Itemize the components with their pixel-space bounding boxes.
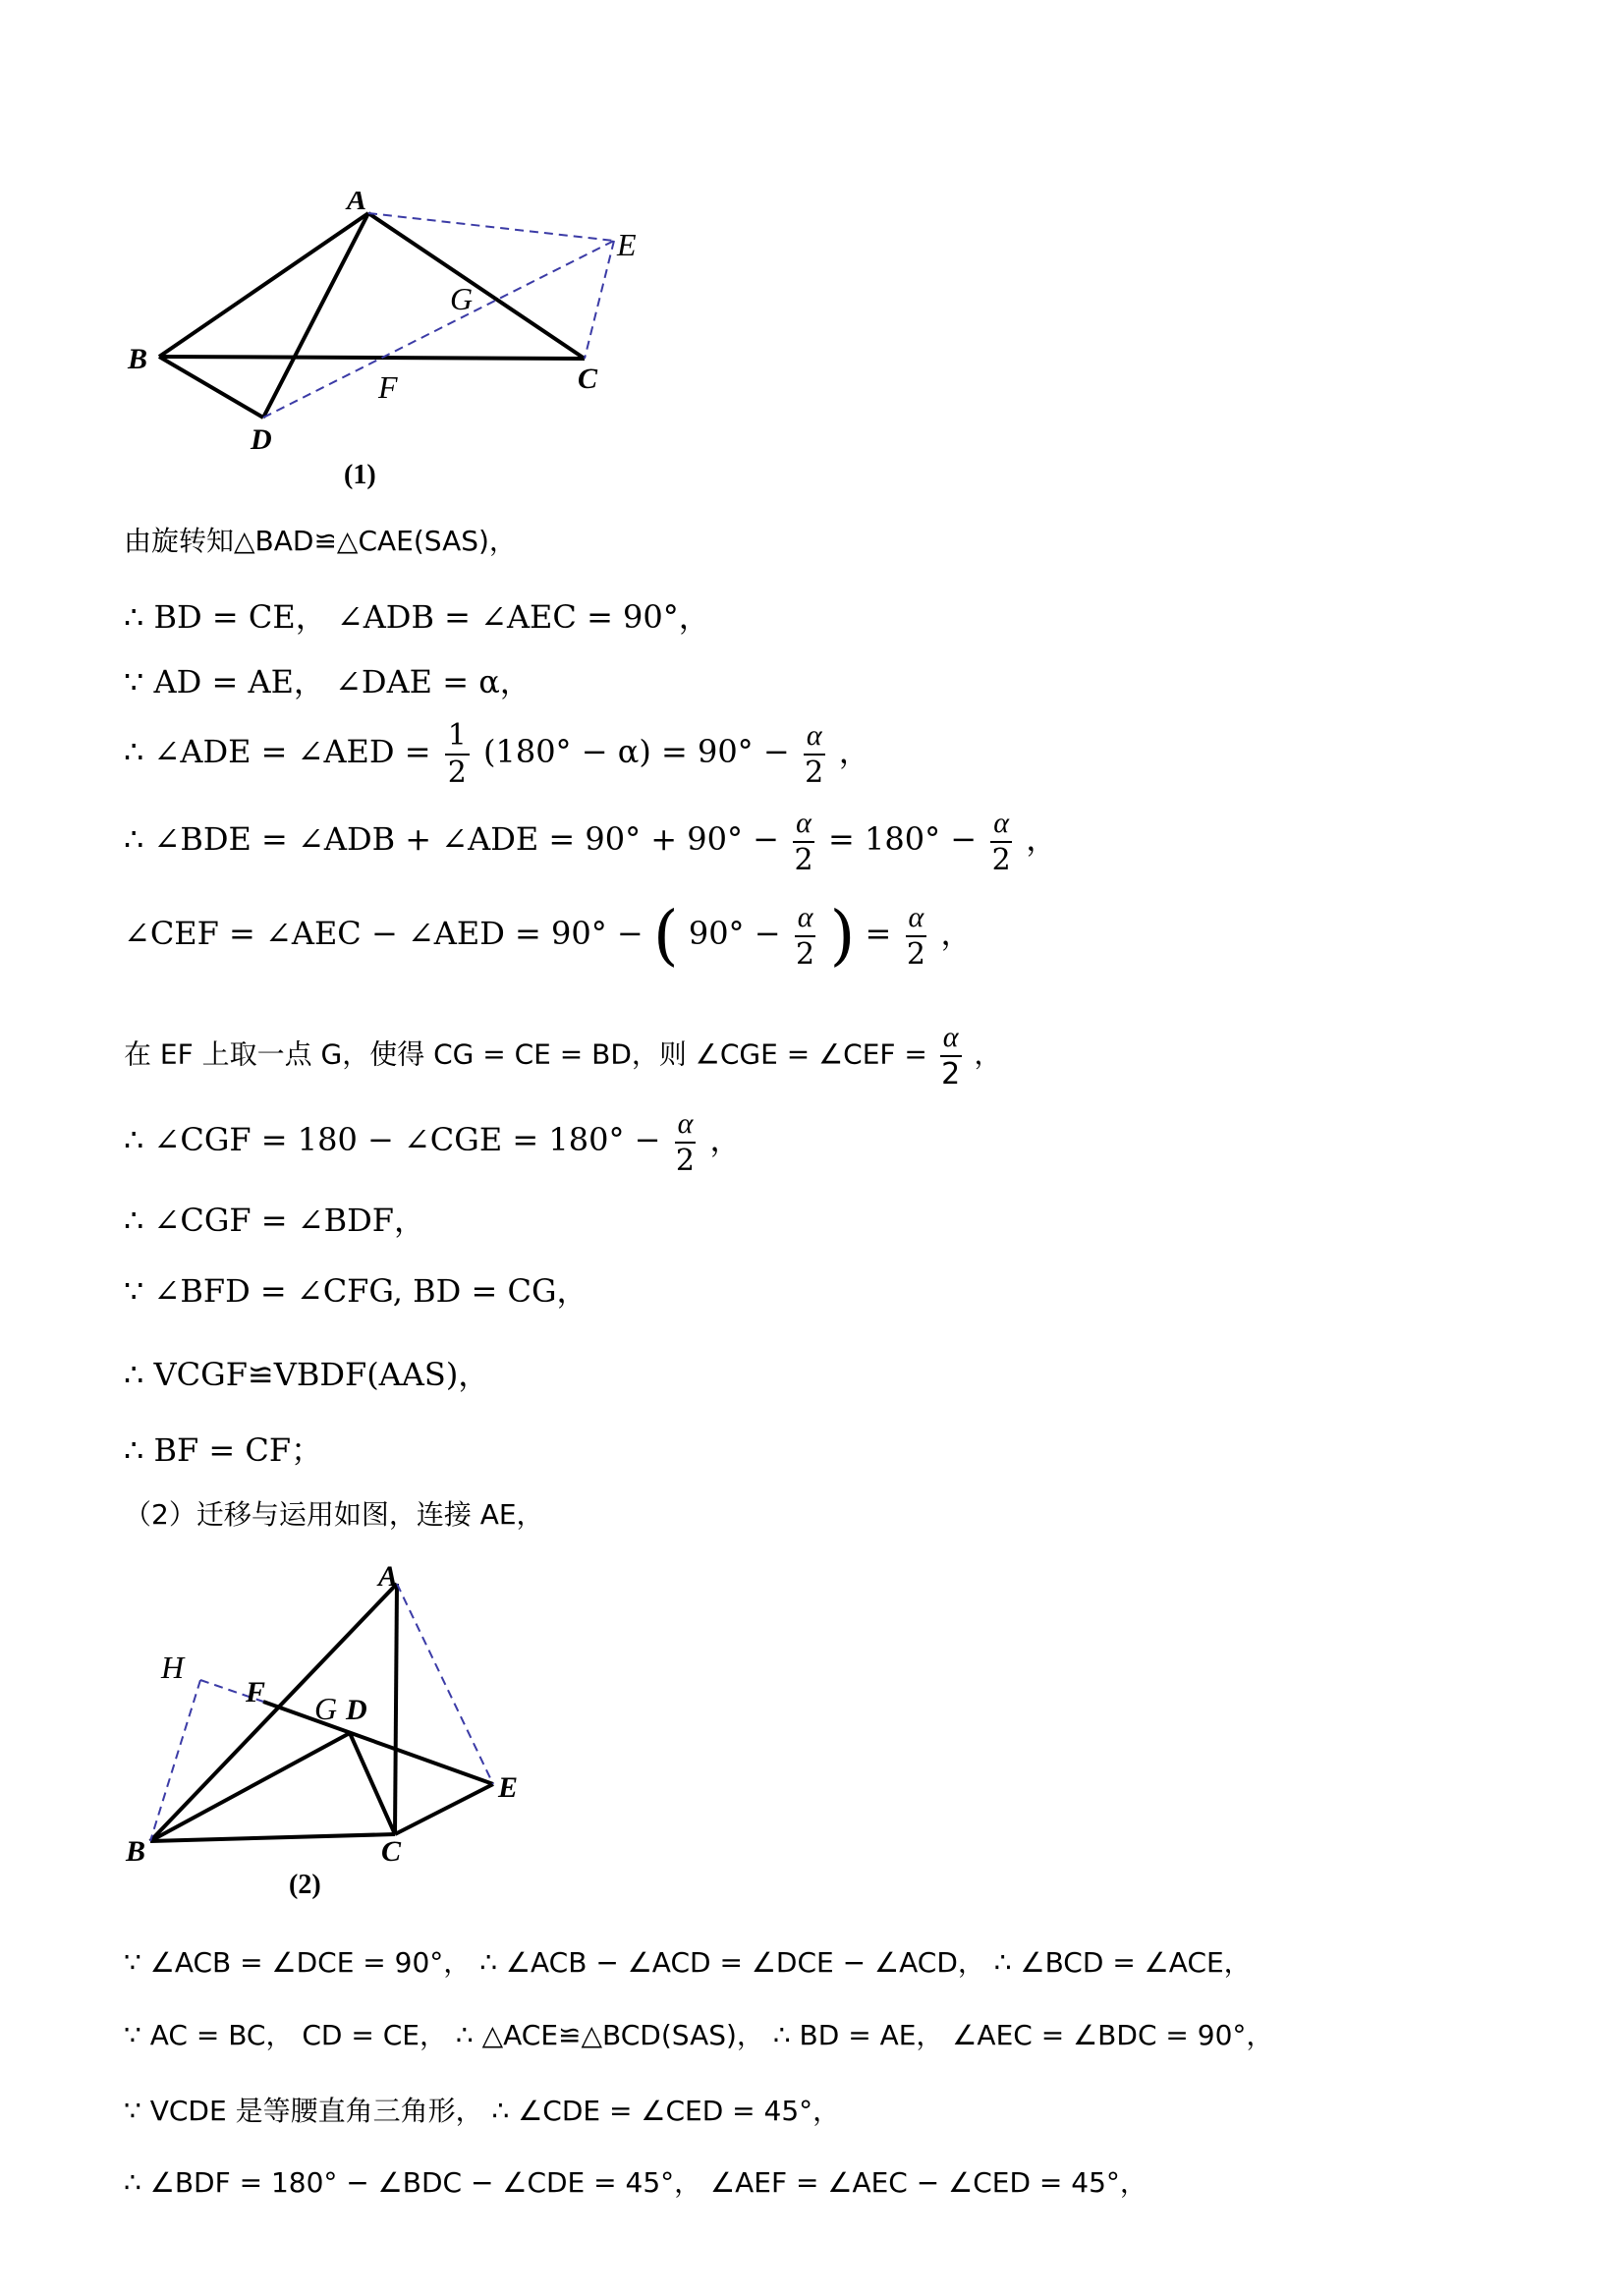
label-D: D <box>346 1694 367 1726</box>
frac-alpha-2: $\frac{\alpha}{2}$ <box>796 901 815 972</box>
line-4-a: ∴ ∠ADE = ∠AED = <box>124 733 441 770</box>
figure-2-diagram <box>118 1554 570 1908</box>
label-F: F <box>378 369 398 405</box>
seg-AC <box>368 213 585 359</box>
seg-BD <box>150 1733 350 1841</box>
label-C: C <box>381 1835 402 1868</box>
figure-1 <box>118 192 668 496</box>
seg-BC <box>150 1834 395 1841</box>
seg-AC <box>395 1584 397 1834</box>
line-16: ∵ VCDE 是等腰直角三角形， ∴ ∠CDE = ∠CED = 45°， <box>124 2095 841 2127</box>
frac-alpha-2: $\frac{\alpha}{2}$ <box>991 807 1011 877</box>
label-A: A <box>378 1560 399 1593</box>
label-A: A <box>347 192 367 216</box>
frac-alpha-2: $\frac{\alpha}{2}$ <box>805 719 824 790</box>
label-D: D <box>251 423 272 456</box>
line-2: ∴ BD = CE， ∠ADB = ∠AEC = 90°， <box>124 598 710 636</box>
line-14: ∵ ∠ACB = ∠DCE = 90°， ∴ ∠ACB − ∠ACD = ∠DCE − ∠ACD， ∴ ∠BCD = ∠ACE， <box>124 1946 1252 1979</box>
line-3: ∵ AD = AE， ∠DAE = α， <box>124 663 532 700</box>
line-4: ∴ ∠ADE = ∠AED = $\frac{1}{2}$ (180° − α) = 90° − $\frac{\alpha}{2}$ ， <box>124 718 870 790</box>
label-F: F <box>246 1676 266 1708</box>
line-9: ∴ ∠CGF = ∠BDF， <box>124 1202 425 1239</box>
line-4-b: (180° − α) = 90° − <box>482 733 800 770</box>
dash-EC <box>585 241 614 359</box>
seg-AB <box>159 213 368 357</box>
line-5-a: ∴ ∠BDE = ∠ADB + ∠ADE = 90° + 90° − <box>124 820 790 858</box>
figure-2 <box>118 1554 570 1908</box>
label-G: G <box>450 281 474 316</box>
line-6-a: ∠CEF = ∠AEC − ∠AED = 90° − <box>124 915 653 952</box>
frac-alpha-2: $\frac{\alpha}{2}$ <box>675 1107 696 1178</box>
label-H: H <box>161 1650 185 1685</box>
line-10: ∵ ∠BFD = ∠CFG, BD = CG， <box>124 1272 588 1310</box>
label-E: E <box>498 1771 519 1804</box>
line-8-a: ∴ ∠CGF = 180 − ∠CGE = 180° − <box>124 1121 671 1158</box>
label-E: E <box>617 227 637 262</box>
line-5: ∴ ∠BDE = ∠ADB + ∠ADE = 90° + 90° − $\frac{\alpha}{2}$ = 180° − $\frac{\alpha}{2}$ ， <box>124 807 1058 877</box>
seg-FE <box>263 1702 493 1784</box>
dash-DE <box>263 241 614 418</box>
frac-alpha-2: $\frac{\alpha}{2}$ <box>906 901 925 972</box>
frac-alpha-2: $\frac{\alpha}{2}$ <box>941 1021 961 1092</box>
seg-CE <box>395 1784 493 1834</box>
line-6: ∠CEF = ∠AEC − ∠AED = 90° − ( 90° − $\frac{\alpha}{2}$ ) = $\frac{\alpha}{2}$ ， <box>124 897 973 974</box>
label-B: B <box>128 343 148 375</box>
line-17: ∴ ∠BDF = 180° − ∠BDC − ∠CDE = 45°， ∠AEF = ∠AEC − ∠CED = 45°， <box>124 2166 1147 2199</box>
line-11: ∴ VCGF≌VBDF(AAS)， <box>124 1356 490 1393</box>
line-1: 由旋转知△BAD≌△CAE(SAS)， <box>124 525 517 557</box>
line-7: 在 EF 上取一点 G，使得 CG = CE = BD，则 ∠CGE = ∠CEF = $\frac{\alpha}{2}$ ， <box>124 1021 1002 1092</box>
line-7-a: 在 EF 上取一点 G，使得 CG = CE = BD，则 ∠CGE = ∠CEF = <box>124 1037 936 1071</box>
seg-BC <box>159 357 585 359</box>
line-6-b: 90° − <box>688 915 791 952</box>
label-G: G <box>314 1691 338 1726</box>
label-C: C <box>578 363 598 395</box>
frac-half: $\frac{1}{2}$ <box>445 720 470 788</box>
seg-BD <box>159 357 263 418</box>
line-13: （2）迁移与运用如图，连接 AE， <box>124 1498 544 1531</box>
line-12: ∴ BF = CF； <box>124 1431 323 1469</box>
figure-1-caption: (1) <box>344 460 376 490</box>
line-8: ∴ ∠CGF = 180 − ∠CGE = 180° − $\frac{\alpha}{2}$ ， <box>124 1107 742 1178</box>
seg-AD <box>263 213 368 418</box>
label-B: B <box>126 1835 146 1868</box>
line-5-b: = 180° − <box>828 820 987 858</box>
figure-2-caption: (2) <box>289 1870 321 1900</box>
line-15: ∵ AC = BC， CD = CE， ∴ △ACE≌△BCD(SAS)， ∴ BD = AE， ∠AEC = ∠BDC = 90°， <box>124 2019 1274 2051</box>
frac-alpha-2: $\frac{\alpha}{2}$ <box>794 807 813 877</box>
figure-1-diagram <box>118 192 668 496</box>
